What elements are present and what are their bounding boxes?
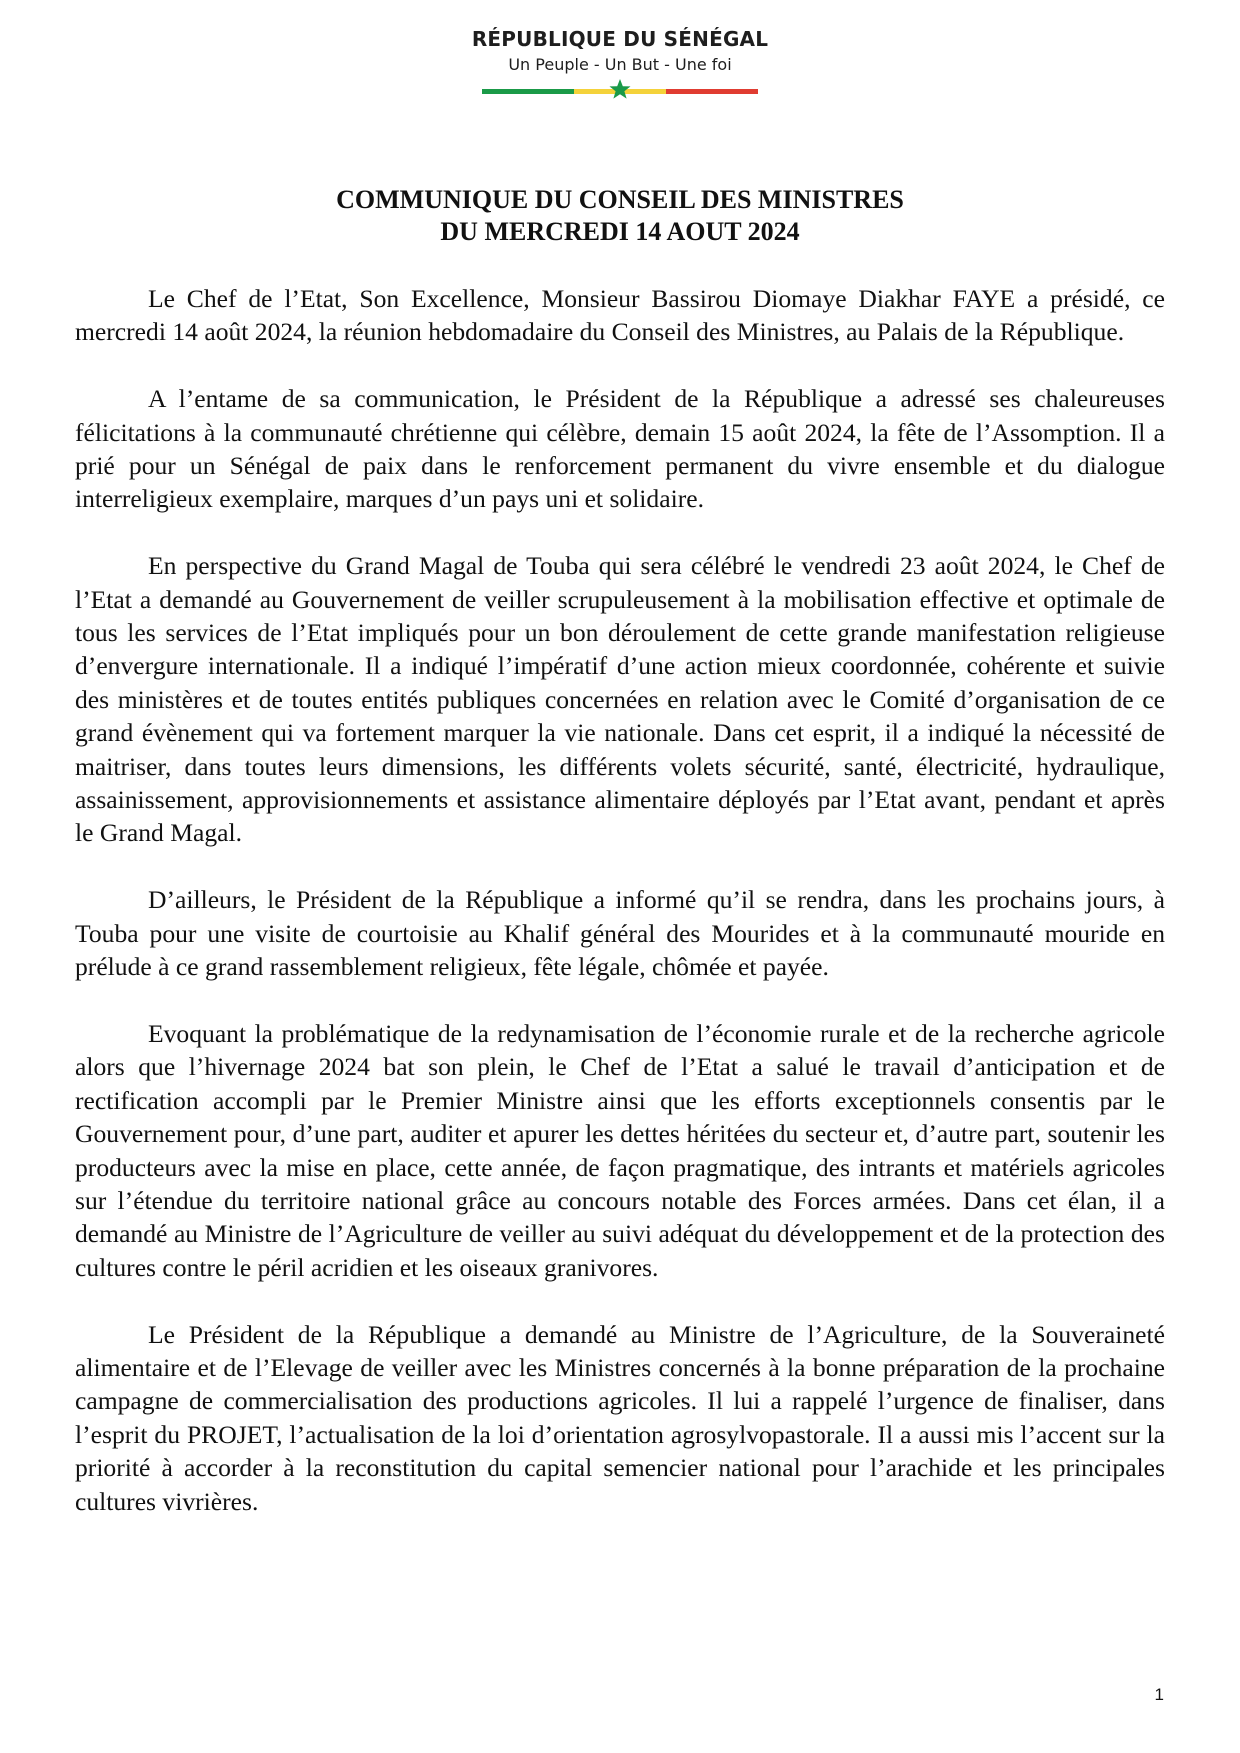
paragraph: Evoquant la problématique de la redynamisation de l’économie rurale et de la recherche agricole alors que l’hivernage 2024 bat son plein, le Chef de l’Etat a salué le travail d’anticipation et de rectification accompli par le Premier Ministre ainsi que les efforts exceptionnels consentis par le Gouvernement pour, d’une part, auditer et apurer les dettes héritées du secteur et, d’autre part, soutenir les producteurs avec la mise en place, cette année, de façon pragmatique, des intrants et matériels agricoles sur l’étendue du territoire national grâce au concours notable des Forces armées. Dans cet élan, il a demandé au Ministre de l’Agriculture de veiller au suivi adéquat du développement et de la protection des cultures contre le péril acridien et les oiseaux granivores. bbox=[75, 1018, 1165, 1282]
page-number: 1 bbox=[1154, 1685, 1164, 1704]
paragraph: En perspective du Grand Magal de Touba qui sera célébré le vendredi 23 août 2024, le Chef de l’Etat a demandé au Gouvernement de veiller scrupuleusement à la mobilisation effective et optimale de tous les services de l’Etat impliqués pour un bon déroulement de cette grande manifestation religieuse d’envergure internationale. Il a indiqué l’impératif d’une action mieux coordonnée, cohérente et suivie des ministères et de toutes entités publiques concernées en relation avec le Comité d’organisation de ce grand évènement qui va fortement marquer la vie nationale. Dans cet esprit, il a indiqué la nécessité de maitriser, dans toutes leurs dimensions, les différents volets sécurité, santé, électricité, hydraulique, assainissement, approvisionnements et assistance alimentaire déployés par l’Etat avant, pendant et après le Grand Magal. bbox=[75, 551, 1165, 848]
flag-bar bbox=[482, 76, 758, 100]
flag-stripe-green bbox=[482, 89, 574, 94]
flag-stripe-red bbox=[666, 89, 758, 94]
communique-body bbox=[75, 282, 1165, 1551]
paragraph: A l’entame de sa communication, le Président de la République a adressé ses chaleureuses félicitations à la communauté chrétienne qui célèbre, demain 15 août 2024, la fête de l’Assomption. Il a prié pour un Sénégal de paix dans le renforcement permanent du vivre ensemble et du dialogue interreligieux exemplaire, marques d’un pays uni et solidaire. bbox=[75, 384, 1165, 514]
national-motto: Un Peuple - Un But - Une foi bbox=[508, 55, 732, 74]
title-line-2: DU MERCREDI 14 AOUT 2024 bbox=[440, 217, 800, 246]
communique-title bbox=[0, 184, 1240, 248]
paragraph: Le Chef de l’Etat, Son Excellence, Monsieur Bassirou Diomaye Diakhar FAYE a présidé, ce mercredi 14 août 2024, la réunion hebdomadaire du Conseil des Ministres, au Palais de la République. bbox=[75, 284, 1165, 347]
letterhead bbox=[0, 26, 1240, 100]
star-icon bbox=[608, 78, 632, 100]
title-line-1: COMMUNIQUE DU CONSEIL DES MINISTRES bbox=[336, 185, 904, 214]
paragraph: Le Président de la République a demandé au Ministre de l’Agriculture, de la Souveraineté alimentaire et de l’Elevage de veiller avec les Ministres concernés à la bonne préparation de la prochaine campagne de commercialisation des productions agricoles. Il lui a rappelé l’urgence de finaliser, dans l’esprit du PROJET, l’actualisation de la loi d’orientation agrosylvopastorale. Il a aussi mis l’accent sur la priorité à accorder à la reconstitution du capital semencier national pour l’arachide et les principales cultures vivrières. bbox=[75, 1319, 1165, 1516]
country-name: RÉPUBLIQUE DU SÉNÉGAL bbox=[471, 27, 769, 51]
paragraph: D’ailleurs, le Président de la République a informé qu’il se rendra, dans les prochains jours, à Touba pour une visite de courtoisie au Khalif général des Mourides et à la communauté mouride en prélude à ce grand rassemblement religieux, fête légale, chômée et payée. bbox=[75, 885, 1165, 982]
